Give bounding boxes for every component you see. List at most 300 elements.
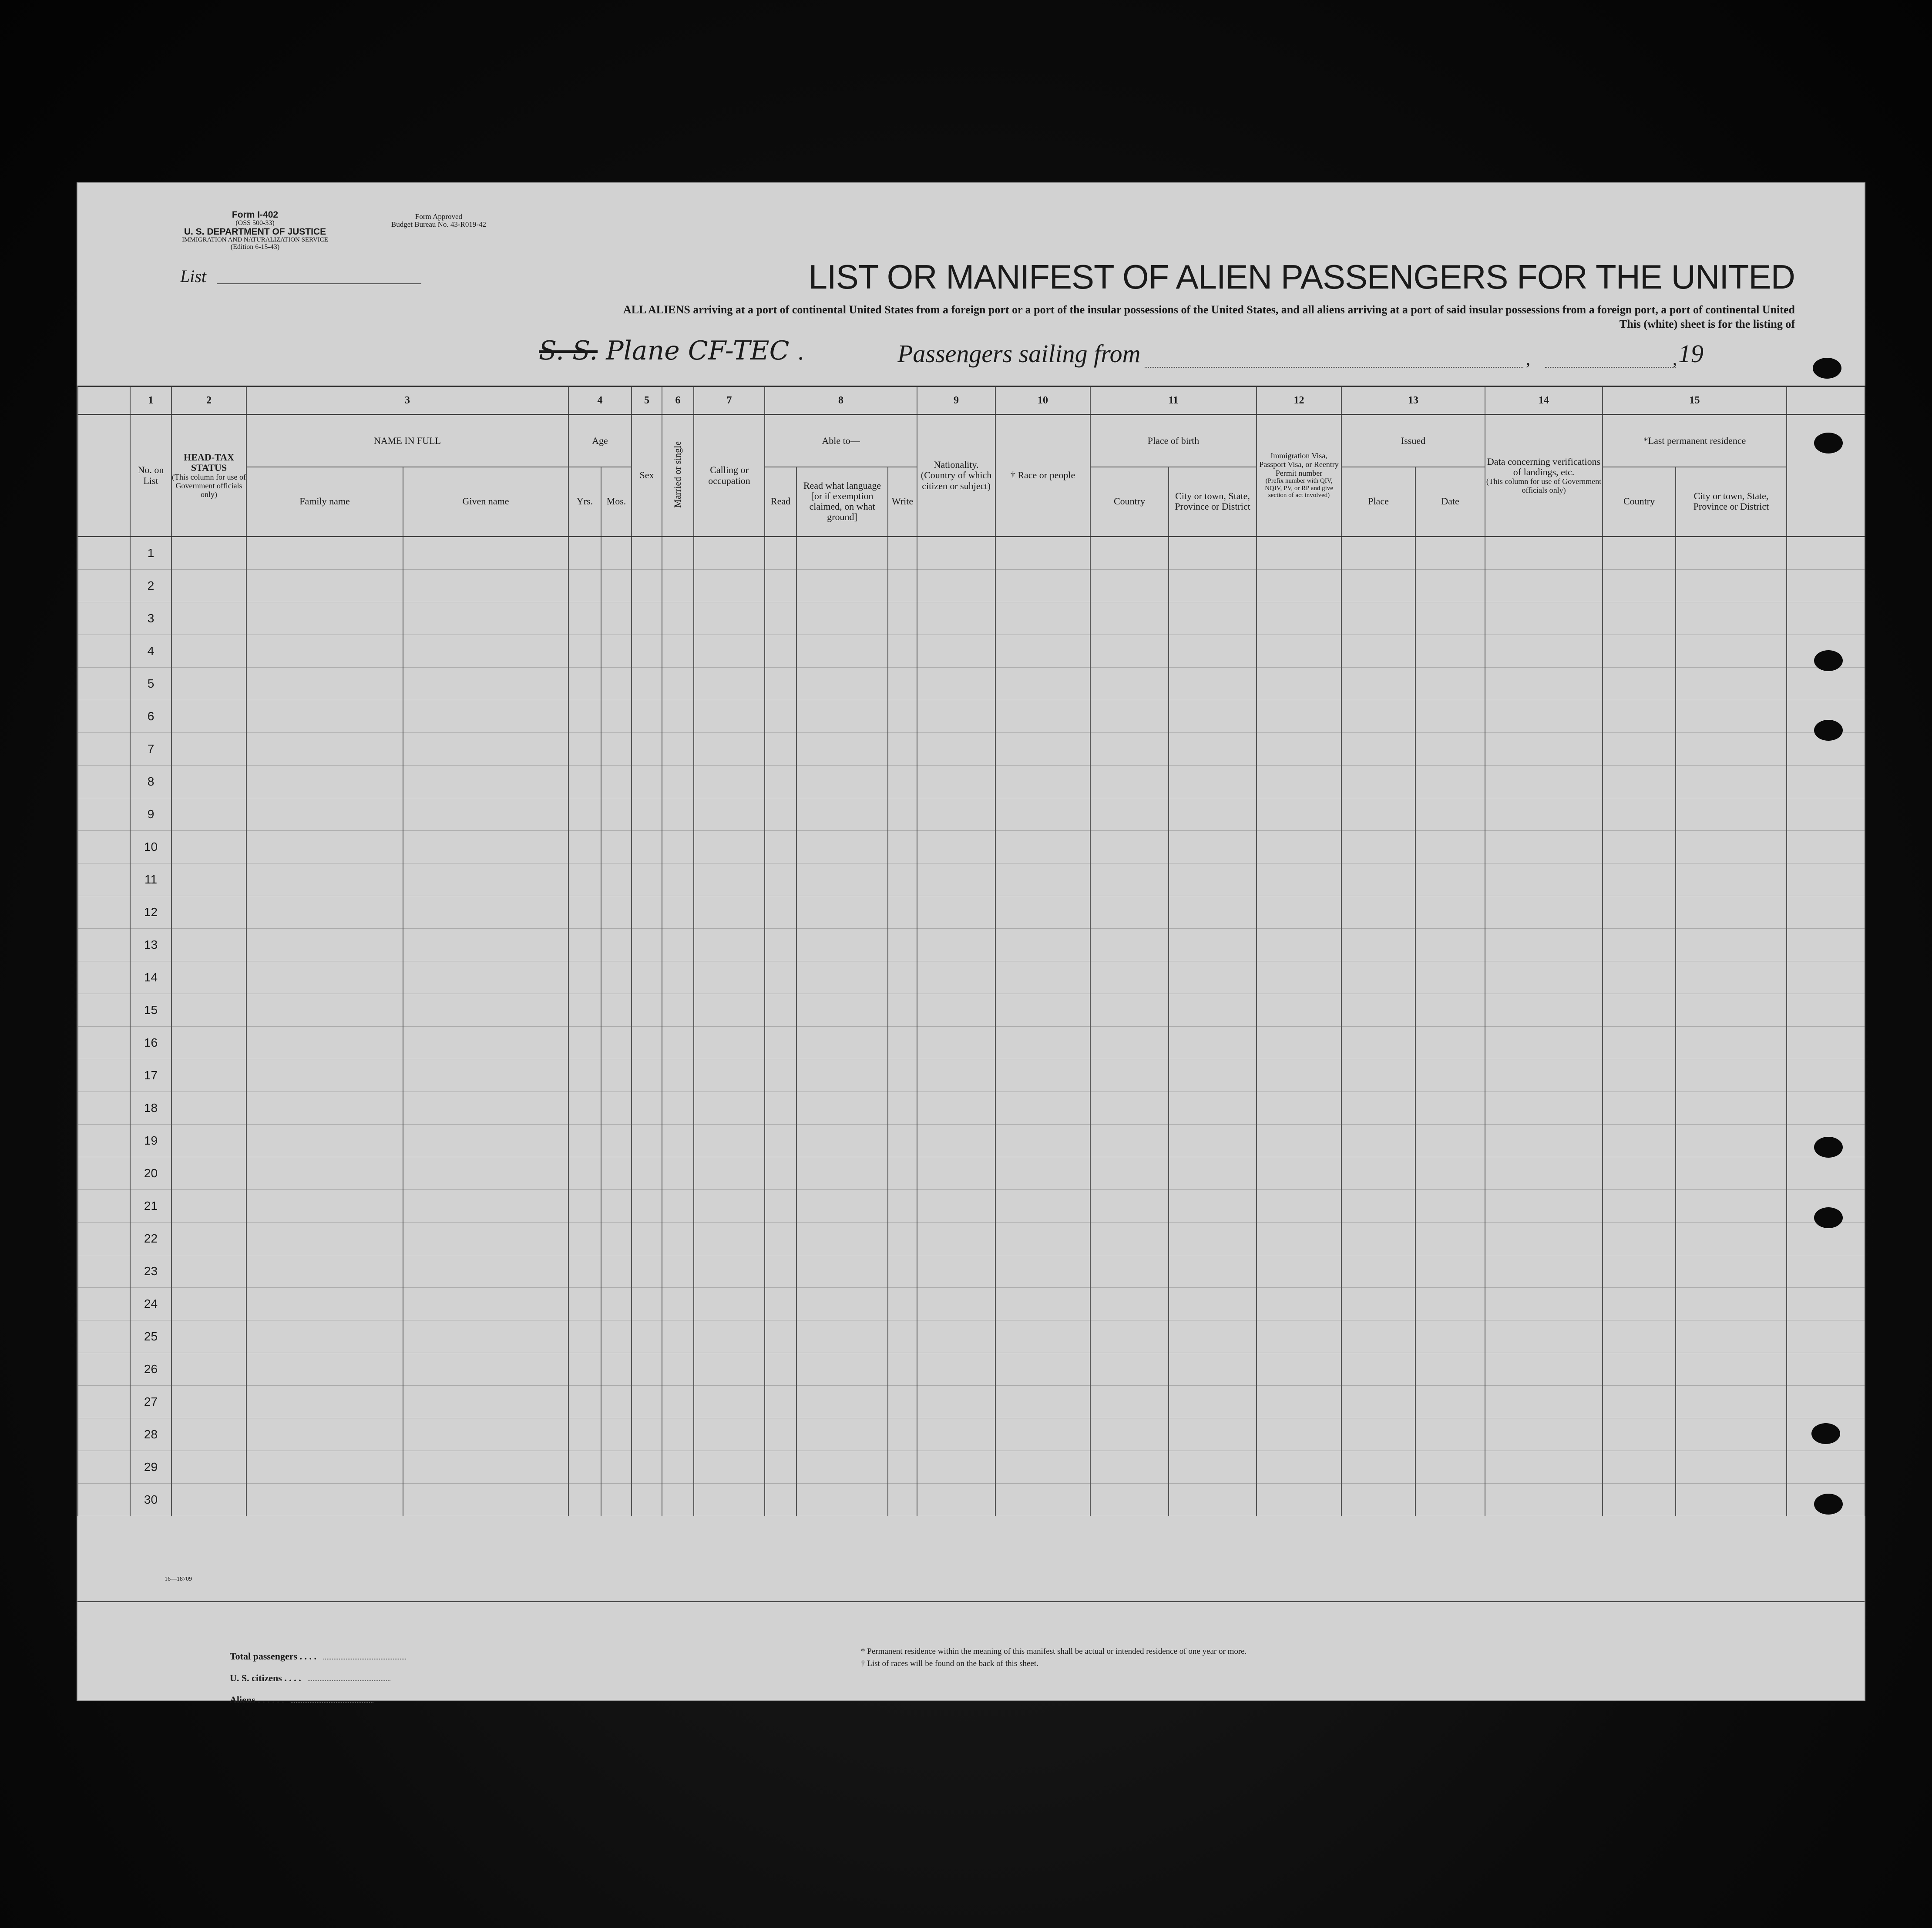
entry-cell[interactable]	[601, 1484, 632, 1516]
entry-cell[interactable]	[1257, 994, 1341, 1027]
entry-cell[interactable]	[601, 602, 632, 635]
entry-cell[interactable]	[1090, 733, 1169, 766]
entry-cell[interactable]	[632, 1190, 662, 1223]
entry-cell[interactable]	[568, 1451, 601, 1484]
entry-cell[interactable]	[171, 1059, 246, 1092]
entry-cell[interactable]	[1090, 1353, 1169, 1386]
entry-cell[interactable]	[1485, 994, 1603, 1027]
entry-cell[interactable]	[796, 1386, 888, 1418]
entry-cell[interactable]	[662, 1157, 694, 1190]
entry-cell[interactable]	[601, 1353, 632, 1386]
entry-cell[interactable]	[1090, 1418, 1169, 1451]
entry-cell[interactable]	[1415, 766, 1485, 798]
entry-cell[interactable]	[568, 1353, 601, 1386]
entry-cell[interactable]	[1485, 1386, 1603, 1418]
entry-cell[interactable]	[632, 831, 662, 863]
entry-cell[interactable]	[1485, 1255, 1603, 1288]
entry-cell[interactable]	[995, 1484, 1090, 1516]
entry-cell[interactable]	[1090, 929, 1169, 961]
entry-cell[interactable]	[662, 961, 694, 994]
entry-cell[interactable]	[568, 961, 601, 994]
entry-cell[interactable]	[1169, 1484, 1257, 1516]
entry-cell[interactable]	[1485, 537, 1603, 570]
entry-cell[interactable]	[171, 1092, 246, 1125]
entry-cell[interactable]	[568, 929, 601, 961]
entry-cell[interactable]	[995, 1353, 1090, 1386]
entry-cell[interactable]	[888, 1059, 917, 1092]
entry-cell[interactable]	[995, 635, 1090, 668]
entry-cell[interactable]	[1676, 1288, 1787, 1320]
entry-cell[interactable]	[1415, 929, 1485, 961]
entry-cell[interactable]	[568, 1484, 601, 1516]
entry-cell[interactable]	[568, 733, 601, 766]
entry-cell[interactable]	[662, 1027, 694, 1059]
entry-cell[interactable]	[662, 537, 694, 570]
entry-cell[interactable]	[171, 1125, 246, 1157]
entry-cell[interactable]	[403, 929, 568, 961]
entry-cell[interactable]	[1257, 961, 1341, 994]
entry-cell[interactable]	[171, 1288, 246, 1320]
entry-cell[interactable]	[796, 635, 888, 668]
entry-cell[interactable]	[1169, 1320, 1257, 1353]
entry-cell[interactable]	[246, 766, 403, 798]
entry-cell[interactable]	[796, 929, 888, 961]
entry-cell[interactable]	[568, 1092, 601, 1125]
entry-cell[interactable]	[632, 1484, 662, 1516]
entry-cell[interactable]	[1676, 733, 1787, 766]
entry-cell[interactable]	[1341, 1157, 1415, 1190]
entry-cell[interactable]	[694, 1418, 765, 1451]
entry-cell[interactable]	[1603, 537, 1676, 570]
entry-cell[interactable]	[995, 1157, 1090, 1190]
entry-cell[interactable]	[995, 1451, 1090, 1484]
entry-cell[interactable]	[662, 1190, 694, 1223]
entry-cell[interactable]	[888, 863, 917, 896]
entry-cell[interactable]	[1169, 929, 1257, 961]
entry-cell[interactable]	[1257, 1027, 1341, 1059]
entry-cell[interactable]	[246, 1320, 403, 1353]
entry-cell[interactable]	[995, 570, 1090, 602]
entry-cell[interactable]	[917, 1288, 995, 1320]
entry-cell[interactable]	[171, 1386, 246, 1418]
entry-cell[interactable]	[1341, 1288, 1415, 1320]
entry-cell[interactable]	[1415, 994, 1485, 1027]
entry-cell[interactable]	[171, 863, 246, 896]
entry-cell[interactable]	[694, 1484, 765, 1516]
entry-cell[interactable]	[1169, 733, 1257, 766]
entry-cell[interactable]	[888, 1223, 917, 1255]
entry-cell[interactable]	[246, 1125, 403, 1157]
entry-cell[interactable]	[1257, 896, 1341, 929]
entry-cell[interactable]	[1090, 1451, 1169, 1484]
entry-cell[interactable]	[632, 1451, 662, 1484]
entry-cell[interactable]	[888, 570, 917, 602]
entry-cell[interactable]	[1341, 1223, 1415, 1255]
entry-cell[interactable]	[246, 570, 403, 602]
entry-cell[interactable]	[694, 1353, 765, 1386]
entry-cell[interactable]	[1257, 537, 1341, 570]
entry-cell[interactable]	[1485, 1320, 1603, 1353]
entry-cell[interactable]	[662, 1418, 694, 1451]
entry-cell[interactable]	[1257, 1255, 1341, 1288]
entry-cell[interactable]	[694, 537, 765, 570]
entry-cell[interactable]	[995, 994, 1090, 1027]
entry-cell[interactable]	[403, 733, 568, 766]
entry-cell[interactable]	[246, 1255, 403, 1288]
entry-cell[interactable]	[662, 831, 694, 863]
entry-cell[interactable]	[917, 1484, 995, 1516]
entry-cell[interactable]	[888, 896, 917, 929]
entry-cell[interactable]	[403, 994, 568, 1027]
entry-cell[interactable]	[1485, 896, 1603, 929]
entry-cell[interactable]	[1341, 537, 1415, 570]
entry-cell[interactable]	[917, 1125, 995, 1157]
entry-cell[interactable]	[694, 1451, 765, 1484]
entry-cell[interactable]	[694, 602, 765, 635]
entry-cell[interactable]	[694, 1059, 765, 1092]
entry-cell[interactable]	[1415, 635, 1485, 668]
aliens-field[interactable]	[291, 1702, 373, 1703]
entry-cell[interactable]	[765, 668, 796, 700]
entry-cell[interactable]	[765, 994, 796, 1027]
entry-cell[interactable]	[1415, 1418, 1485, 1451]
entry-cell[interactable]	[601, 1255, 632, 1288]
entry-cell[interactable]	[1676, 1418, 1787, 1451]
entry-cell[interactable]	[917, 1353, 995, 1386]
entry-cell[interactable]	[694, 863, 765, 896]
entry-cell[interactable]	[601, 831, 632, 863]
entry-cell[interactable]	[765, 1059, 796, 1092]
entry-cell[interactable]	[796, 766, 888, 798]
entry-cell[interactable]	[765, 1255, 796, 1288]
entry-cell[interactable]	[662, 570, 694, 602]
entry-cell[interactable]	[1257, 766, 1341, 798]
entry-cell[interactable]	[1676, 1386, 1787, 1418]
entry-cell[interactable]	[1415, 1484, 1485, 1516]
entry-cell[interactable]	[662, 1059, 694, 1092]
entry-cell[interactable]	[1257, 1092, 1341, 1125]
entry-cell[interactable]	[1603, 1027, 1676, 1059]
entry-cell[interactable]	[403, 1418, 568, 1451]
entry-cell[interactable]	[403, 570, 568, 602]
entry-cell[interactable]	[1603, 798, 1676, 831]
entry-cell[interactable]	[171, 1353, 246, 1386]
entry-cell[interactable]	[796, 1125, 888, 1157]
entry-cell[interactable]	[917, 733, 995, 766]
entry-cell[interactable]	[662, 668, 694, 700]
entry-cell[interactable]	[632, 1288, 662, 1320]
entry-cell[interactable]	[1257, 700, 1341, 733]
entry-cell[interactable]	[995, 1027, 1090, 1059]
entry-cell[interactable]	[171, 1451, 246, 1484]
entry-cell[interactable]	[601, 798, 632, 831]
entry-cell[interactable]	[995, 1386, 1090, 1418]
entry-cell[interactable]	[796, 602, 888, 635]
entry-cell[interactable]	[1341, 766, 1415, 798]
entry-cell[interactable]	[1603, 1451, 1676, 1484]
entry-cell[interactable]	[995, 896, 1090, 929]
entry-cell[interactable]	[662, 1092, 694, 1125]
entry-cell[interactable]	[917, 1157, 995, 1190]
entry-cell[interactable]	[1090, 537, 1169, 570]
entry-cell[interactable]	[1485, 929, 1603, 961]
entry-cell[interactable]	[995, 766, 1090, 798]
entry-cell[interactable]	[765, 1418, 796, 1451]
entry-cell[interactable]	[601, 896, 632, 929]
entry-cell[interactable]	[1485, 570, 1603, 602]
entry-cell[interactable]	[1169, 668, 1257, 700]
entry-cell[interactable]	[568, 863, 601, 896]
entry-cell[interactable]	[765, 798, 796, 831]
entry-cell[interactable]	[1341, 602, 1415, 635]
entry-cell[interactable]	[403, 1255, 568, 1288]
entry-cell[interactable]	[1090, 961, 1169, 994]
entry-cell[interactable]	[1257, 1484, 1341, 1516]
entry-cell[interactable]	[1603, 961, 1676, 994]
entry-cell[interactable]	[246, 1484, 403, 1516]
entry-cell[interactable]	[403, 1320, 568, 1353]
entry-cell[interactable]	[568, 831, 601, 863]
entry-cell[interactable]	[1603, 1223, 1676, 1255]
entry-cell[interactable]	[1676, 766, 1787, 798]
entry-cell[interactable]	[1485, 602, 1603, 635]
entry-cell[interactable]	[1415, 831, 1485, 863]
entry-cell[interactable]	[568, 668, 601, 700]
entry-cell[interactable]	[1169, 1157, 1257, 1190]
entry-cell[interactable]	[632, 1223, 662, 1255]
entry-cell[interactable]	[694, 668, 765, 700]
entry-cell[interactable]	[246, 831, 403, 863]
entry-cell[interactable]	[1603, 994, 1676, 1027]
entry-cell[interactable]	[765, 766, 796, 798]
entry-cell[interactable]	[1676, 1451, 1787, 1484]
entry-cell[interactable]	[1485, 1451, 1603, 1484]
entry-cell[interactable]	[403, 537, 568, 570]
entry-cell[interactable]	[796, 1451, 888, 1484]
entry-cell[interactable]	[1415, 1223, 1485, 1255]
entry-cell[interactable]	[796, 831, 888, 863]
entry-cell[interactable]	[632, 1092, 662, 1125]
entry-cell[interactable]	[917, 831, 995, 863]
entry-cell[interactable]	[1169, 602, 1257, 635]
entry-cell[interactable]	[917, 570, 995, 602]
entry-cell[interactable]	[917, 1418, 995, 1451]
entry-cell[interactable]	[403, 961, 568, 994]
entry-cell[interactable]	[1169, 961, 1257, 994]
entry-cell[interactable]	[632, 1059, 662, 1092]
entry-cell[interactable]	[1676, 635, 1787, 668]
entry-cell[interactable]	[888, 1451, 917, 1484]
entry-cell[interactable]	[796, 896, 888, 929]
entry-cell[interactable]	[171, 1157, 246, 1190]
entry-cell[interactable]	[1257, 831, 1341, 863]
entry-cell[interactable]	[171, 635, 246, 668]
entry-cell[interactable]	[1090, 798, 1169, 831]
entry-cell[interactable]	[1341, 1353, 1415, 1386]
entry-cell[interactable]	[1341, 1451, 1415, 1484]
entry-cell[interactable]	[765, 1386, 796, 1418]
entry-cell[interactable]	[403, 700, 568, 733]
entry-cell[interactable]	[1485, 1157, 1603, 1190]
entry-cell[interactable]	[1603, 1092, 1676, 1125]
entry-cell[interactable]	[403, 1092, 568, 1125]
vessel-field[interactable]: S. S. Plane CF-TEC .	[539, 336, 804, 366]
entry-cell[interactable]	[601, 570, 632, 602]
entry-cell[interactable]	[917, 1190, 995, 1223]
entry-cell[interactable]	[662, 1125, 694, 1157]
entry-cell[interactable]	[632, 1418, 662, 1451]
entry-cell[interactable]	[917, 961, 995, 994]
entry-cell[interactable]	[1341, 700, 1415, 733]
entry-cell[interactable]	[403, 602, 568, 635]
entry-cell[interactable]	[632, 1320, 662, 1353]
entry-cell[interactable]	[765, 1288, 796, 1320]
entry-cell[interactable]	[1341, 1092, 1415, 1125]
entry-cell[interactable]	[765, 1125, 796, 1157]
entry-cell[interactable]	[1676, 700, 1787, 733]
entry-cell[interactable]	[796, 1288, 888, 1320]
entry-cell[interactable]	[1415, 1451, 1485, 1484]
entry-cell[interactable]	[662, 994, 694, 1027]
entry-cell[interactable]	[1415, 668, 1485, 700]
entry-cell[interactable]	[662, 602, 694, 635]
entry-cell[interactable]	[917, 1255, 995, 1288]
entry-cell[interactable]	[1169, 994, 1257, 1027]
entry-cell[interactable]	[694, 635, 765, 668]
entry-cell[interactable]	[1257, 1125, 1341, 1157]
entry-cell[interactable]	[1341, 1059, 1415, 1092]
entry-cell[interactable]	[1169, 863, 1257, 896]
entry-cell[interactable]	[694, 896, 765, 929]
entry-cell[interactable]	[1169, 1190, 1257, 1223]
entry-cell[interactable]	[1485, 1353, 1603, 1386]
entry-cell[interactable]	[1415, 1125, 1485, 1157]
entry-cell[interactable]	[1415, 1255, 1485, 1288]
entry-cell[interactable]	[1485, 1059, 1603, 1092]
entry-cell[interactable]	[1257, 1353, 1341, 1386]
entry-cell[interactable]	[171, 1255, 246, 1288]
entry-cell[interactable]	[246, 1092, 403, 1125]
entry-cell[interactable]	[632, 635, 662, 668]
entry-cell[interactable]	[995, 863, 1090, 896]
entry-cell[interactable]	[246, 1223, 403, 1255]
entry-cell[interactable]	[171, 831, 246, 863]
entry-cell[interactable]	[888, 1320, 917, 1353]
entry-cell[interactable]	[796, 961, 888, 994]
entry-cell[interactable]	[888, 994, 917, 1027]
entry-cell[interactable]	[403, 1190, 568, 1223]
entry-cell[interactable]	[796, 700, 888, 733]
entry-cell[interactable]	[246, 635, 403, 668]
entry-cell[interactable]	[995, 798, 1090, 831]
entry-cell[interactable]	[246, 537, 403, 570]
entry-cell[interactable]	[568, 1255, 601, 1288]
entry-cell[interactable]	[1485, 1125, 1603, 1157]
entry-cell[interactable]	[888, 537, 917, 570]
entry-cell[interactable]	[662, 766, 694, 798]
entry-cell[interactable]	[888, 668, 917, 700]
entry-cell[interactable]	[917, 668, 995, 700]
entry-cell[interactable]	[1090, 1059, 1169, 1092]
entry-cell[interactable]	[246, 1190, 403, 1223]
entry-cell[interactable]	[917, 700, 995, 733]
entry-cell[interactable]	[632, 537, 662, 570]
entry-cell[interactable]	[403, 1125, 568, 1157]
entry-cell[interactable]	[246, 798, 403, 831]
entry-cell[interactable]	[1169, 1353, 1257, 1386]
entry-cell[interactable]	[403, 863, 568, 896]
entry-cell[interactable]	[632, 896, 662, 929]
entry-cell[interactable]	[1415, 863, 1485, 896]
entry-cell[interactable]	[1415, 1092, 1485, 1125]
entry-cell[interactable]	[1676, 1190, 1787, 1223]
entry-cell[interactable]	[1603, 1059, 1676, 1092]
entry-cell[interactable]	[765, 1484, 796, 1516]
entry-cell[interactable]	[632, 1386, 662, 1418]
entry-cell[interactable]	[917, 537, 995, 570]
entry-cell[interactable]	[1341, 635, 1415, 668]
entry-cell[interactable]	[1169, 1223, 1257, 1255]
entry-cell[interactable]	[1415, 733, 1485, 766]
entry-cell[interactable]	[1415, 1027, 1485, 1059]
entry-cell[interactable]	[1603, 1484, 1676, 1516]
entry-cell[interactable]	[796, 863, 888, 896]
entry-cell[interactable]	[995, 1223, 1090, 1255]
entry-cell[interactable]	[171, 994, 246, 1027]
entry-cell[interactable]	[601, 766, 632, 798]
entry-cell[interactable]	[917, 994, 995, 1027]
entry-cell[interactable]	[246, 863, 403, 896]
entry-cell[interactable]	[662, 1320, 694, 1353]
entry-cell[interactable]	[171, 602, 246, 635]
entry-cell[interactable]	[1169, 1386, 1257, 1418]
entry-cell[interactable]	[694, 1386, 765, 1418]
entry-cell[interactable]	[1090, 1484, 1169, 1516]
entry-cell[interactable]	[995, 700, 1090, 733]
list-number-field[interactable]	[217, 283, 421, 284]
entry-cell[interactable]	[1415, 602, 1485, 635]
entry-cell[interactable]	[1603, 1288, 1676, 1320]
entry-cell[interactable]	[796, 733, 888, 766]
entry-cell[interactable]	[1257, 1223, 1341, 1255]
entry-cell[interactable]	[171, 668, 246, 700]
entry-cell[interactable]	[171, 1190, 246, 1223]
entry-cell[interactable]	[1676, 863, 1787, 896]
entry-cell[interactable]	[1415, 1353, 1485, 1386]
entry-cell[interactable]	[917, 602, 995, 635]
entry-cell[interactable]	[1485, 766, 1603, 798]
entry-cell[interactable]	[632, 700, 662, 733]
entry-cell[interactable]	[995, 1092, 1090, 1125]
entry-cell[interactable]	[601, 929, 632, 961]
entry-cell[interactable]	[1415, 798, 1485, 831]
entry-cell[interactable]	[1415, 1320, 1485, 1353]
entry-cell[interactable]	[1341, 798, 1415, 831]
entry-cell[interactable]	[601, 1223, 632, 1255]
entry-cell[interactable]	[601, 1320, 632, 1353]
entry-cell[interactable]	[765, 1451, 796, 1484]
entry-cell[interactable]	[403, 668, 568, 700]
entry-cell[interactable]	[1603, 863, 1676, 896]
entry-cell[interactable]	[1485, 1484, 1603, 1516]
entry-cell[interactable]	[917, 635, 995, 668]
entry-cell[interactable]	[1090, 602, 1169, 635]
entry-cell[interactable]	[917, 766, 995, 798]
entry-cell[interactable]	[568, 1386, 601, 1418]
entry-cell[interactable]	[246, 668, 403, 700]
entry-cell[interactable]	[995, 537, 1090, 570]
entry-cell[interactable]	[888, 1255, 917, 1288]
